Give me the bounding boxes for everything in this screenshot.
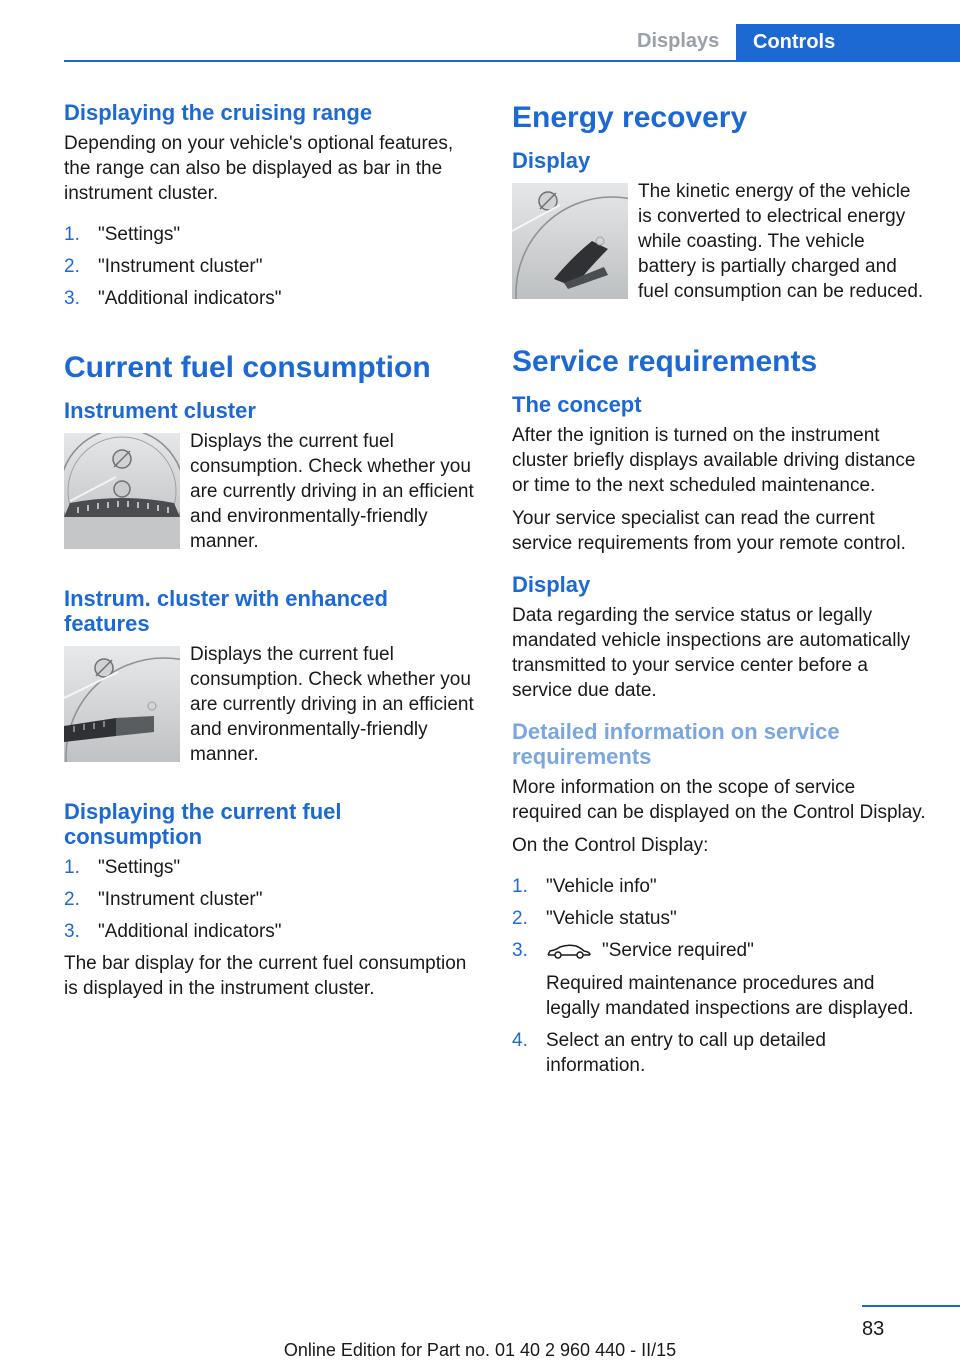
concept-text-1: After the ignition is turned on the instrument cluster briefly displays available driving distance or time to the next scheduled maintenance. bbox=[512, 425, 916, 496]
fuel-consumption-title: Current fuel consumption bbox=[64, 351, 431, 384]
step-number: 3. bbox=[64, 288, 80, 309]
list-item bbox=[64, 286, 478, 311]
instrument-cluster-gauge-image bbox=[64, 433, 180, 549]
step-number: 4. bbox=[512, 1030, 528, 1051]
list-item bbox=[64, 254, 478, 279]
gauge-icon bbox=[512, 183, 628, 299]
edition-text: Online Edition for Part no. 01 40 2 960 440 - II/15 bbox=[283, 1340, 677, 1360]
step-number: 2. bbox=[64, 256, 80, 277]
instrument-cluster-figure-row bbox=[64, 429, 478, 554]
page-number: 83 bbox=[862, 1318, 885, 1340]
list-item bbox=[512, 938, 926, 1021]
list-item bbox=[64, 222, 478, 247]
tab-displays[interactable]: Displays bbox=[637, 30, 720, 52]
enhanced-cluster-gauge-image bbox=[64, 646, 180, 762]
step-text: "Additional indicators" bbox=[98, 288, 282, 309]
step-number: 1. bbox=[64, 224, 80, 245]
step-subtext: Required maintenance procedures and legally mandated inspections are displayed. bbox=[546, 973, 914, 1019]
step-text: "Vehicle status" bbox=[546, 908, 677, 929]
step-text: Select an entry to call up detailed information. bbox=[546, 1030, 826, 1076]
step-number: 1. bbox=[512, 876, 528, 897]
step-text: "Settings" bbox=[98, 224, 181, 245]
cruising-range-text: Depending on your vehicle's optional features, the range can also be displayed as bar in the instrument cluster. bbox=[64, 133, 454, 204]
service-display-heading: Display bbox=[512, 572, 591, 597]
list-item bbox=[512, 874, 926, 899]
enhanced-cluster-figure-row bbox=[64, 642, 478, 767]
cruising-steps-list bbox=[64, 222, 478, 311]
step-number: 2. bbox=[64, 889, 80, 910]
concept-heading: The concept bbox=[512, 392, 642, 417]
gauge-icon bbox=[64, 646, 180, 762]
step-text: "Vehicle info" bbox=[546, 876, 657, 897]
step-text: "Settings" bbox=[98, 857, 181, 878]
detailed-info-text-1: More information on the scope of service required can be displayed on the Control Display. bbox=[512, 777, 926, 823]
cruising-range-heading: Displaying the cruising range bbox=[64, 100, 373, 125]
detailed-info-heading: Detailed information on service requirements bbox=[512, 719, 840, 769]
display-fuel-text: The bar display for the current fuel consumption is displayed in the instrument cluster. bbox=[64, 953, 467, 999]
list-item bbox=[64, 855, 478, 880]
list-item bbox=[64, 887, 478, 912]
energy-text: The kinetic energy of the vehicle is converted to electrical energy while coasting. The vehicle battery is partially charged and fuel consumption can be reduced. bbox=[638, 181, 924, 302]
step-text: "Additional indicators" bbox=[98, 921, 282, 942]
detailed-info-text-2: On the Control Display: bbox=[512, 835, 709, 856]
right-column bbox=[512, 100, 926, 1085]
step-number: 3. bbox=[64, 921, 80, 942]
list-item bbox=[512, 906, 926, 931]
energy-figure-row bbox=[512, 179, 926, 304]
display-fuel-heading: Displaying the current fuel consumption bbox=[64, 799, 342, 849]
car-icon bbox=[546, 943, 592, 959]
footer-rule bbox=[862, 1305, 960, 1307]
concept-text-2: Your service specialist can read the current service requirements from your remote control. bbox=[512, 508, 906, 554]
step-text: "Instrument cluster" bbox=[98, 256, 263, 277]
enhanced-cluster-text: Displays the current fuel consumption. Check whether you are currently driving in an efficient and environmentally-friendly manner. bbox=[190, 644, 474, 765]
energy-display-heading: Display bbox=[512, 148, 591, 173]
step-text: "Instrument cluster" bbox=[98, 889, 263, 910]
enhanced-cluster-heading: Instrum. cluster with enhanced features bbox=[64, 586, 388, 636]
step-number: 3. bbox=[512, 940, 528, 961]
energy-gauge-image bbox=[512, 183, 628, 299]
page-header bbox=[0, 0, 960, 62]
list-item bbox=[512, 1028, 926, 1078]
header-rule bbox=[64, 60, 960, 62]
instrument-cluster-heading: Instrument cluster bbox=[64, 398, 256, 423]
step-text: "Service required" bbox=[602, 940, 754, 961]
step-number: 2. bbox=[512, 908, 528, 929]
gauge-icon bbox=[64, 433, 180, 549]
service-display-text: Data regarding the service status or legally mandated vehicle inspections are automatically transmitted to your service center before a service due date. bbox=[512, 605, 911, 701]
instrument-cluster-text: Displays the current fuel consumption. Check whether you are currently driving in an efficient and environmentally-friendly manner. bbox=[190, 431, 474, 552]
energy-recovery-title: Energy recovery bbox=[512, 101, 748, 134]
left-column bbox=[64, 100, 478, 1009]
service-steps-list bbox=[512, 874, 926, 1078]
display-fuel-steps-list bbox=[64, 855, 478, 944]
step-number: 1. bbox=[64, 857, 80, 878]
service-requirements-title: Service requirements bbox=[512, 345, 818, 378]
list-item bbox=[64, 919, 478, 944]
tab-controls[interactable]: Controls bbox=[736, 24, 960, 60]
